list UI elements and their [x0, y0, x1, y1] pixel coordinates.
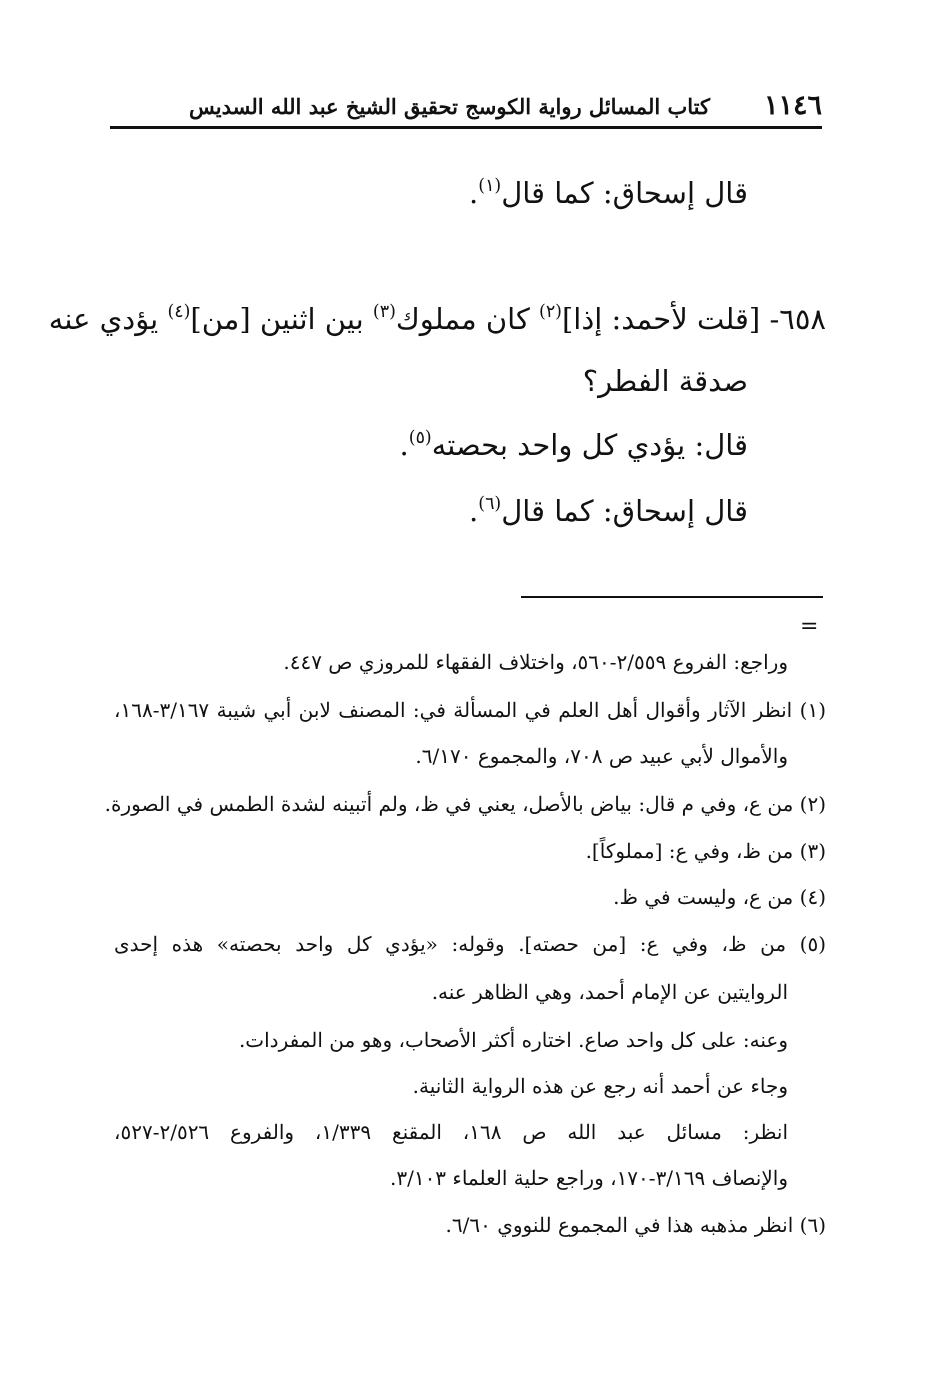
continuation-mark: =	[800, 614, 819, 639]
footnote-5-line-1: (٥) من ظ، وفي ع: [من حصته]. وقوله: «يؤدي كل واحد بحصته» هذه إحدى	[114, 932, 826, 956]
footnote-6: (٦) انظر مذهبه هذا في المجموع للنووي ٦/٦٠.	[445, 1213, 826, 1237]
footnote-separator	[521, 596, 823, 598]
footnote-1-line-1: (١) انظر الآثار وأقوال أهل العلم في المسألة في: المصنف لابن أبي شيبة ٣/١٦٧-١٦٨،	[114, 698, 826, 722]
running-title: كتاب المسائل رواية الكوسج تحقيق الشيخ عبد الله السديس	[189, 94, 710, 119]
footnote-ref: (٤)	[167, 302, 191, 322]
footnote-ref: (٥)	[408, 428, 432, 448]
footnote-5-line-5: انظر: مسائل عبد الله ص ١٦٨، المقنع ١/٣٣٩، والفروع ٢/٥٢٦-٥٢٧،	[114, 1120, 789, 1144]
main-line-ishaq-2: قال إسحاق: كما قال$^{(٦)}$.	[469, 494, 748, 528]
footnote-5-line-6: والإنصاف ٣/١٦٩-١٧٠، وراجع حلية العلماء ٣/١٠٣.	[389, 1166, 788, 1190]
question-658-continuation: صدقة الفطر؟	[582, 364, 748, 398]
question-658: ٦٥٨- [قلت لأحمد: إذا]$^{(٢)}$ كان مملوك$^{(٣)}$ بين اثنين [من]$^{(٤)}$ يؤدي عنه	[48, 302, 826, 336]
footnote-1-line-2: والأموال لأبي عبيد ص ٧٠٨، والمجموع ٦/١٧٠.	[415, 744, 788, 768]
footnote-5-line-2: الروايتين عن الإمام أحمد، وهي الظاهر عنه.	[431, 980, 788, 1004]
page-number: ١١٤٦	[763, 90, 822, 121]
main-line-ishaq-1: قال إسحاق: كما قال$^{(١)}$.	[469, 176, 748, 210]
footnote-5-line-3: وعنه: على كل واحد صاع. اختاره أكثر الأصحاب، وهو من المفردات.	[238, 1028, 788, 1052]
answer-ahmad: قال: يؤدي كل واحد بحصته$^{(٥)}$.	[399, 428, 748, 462]
footnote-ref: (٦)	[478, 494, 502, 514]
page-header	[110, 86, 822, 126]
footnote-5-line-4: وجاء عن أحمد أنه رجع عن هذه الرواية الثانية.	[412, 1074, 788, 1098]
footnote-ref: (١)	[478, 176, 502, 196]
footnote-carry-over: وراجع: الفروع ٢/٥٥٩-٥٦٠، واختلاف الفقهاء للمروزي ص ٤٤٧.	[283, 650, 788, 674]
header-rule	[110, 126, 822, 129]
question-number: ٦٥٨-	[769, 302, 826, 336]
footnote-2: (٢) من ع، وفي م قال: بياض بالأصل، يعني في ظ، ولم أتبينه لشدة الطمس في الصورة.	[104, 792, 826, 816]
footnote-ref: (٢)	[539, 302, 562, 322]
footnote-3: (٣) من ظ، وفي ع: [مملوكاً].	[585, 839, 826, 863]
footnote-ref: (٣)	[372, 302, 396, 322]
footnote-4: (٤) من ع، وليست في ظ.	[613, 885, 826, 909]
